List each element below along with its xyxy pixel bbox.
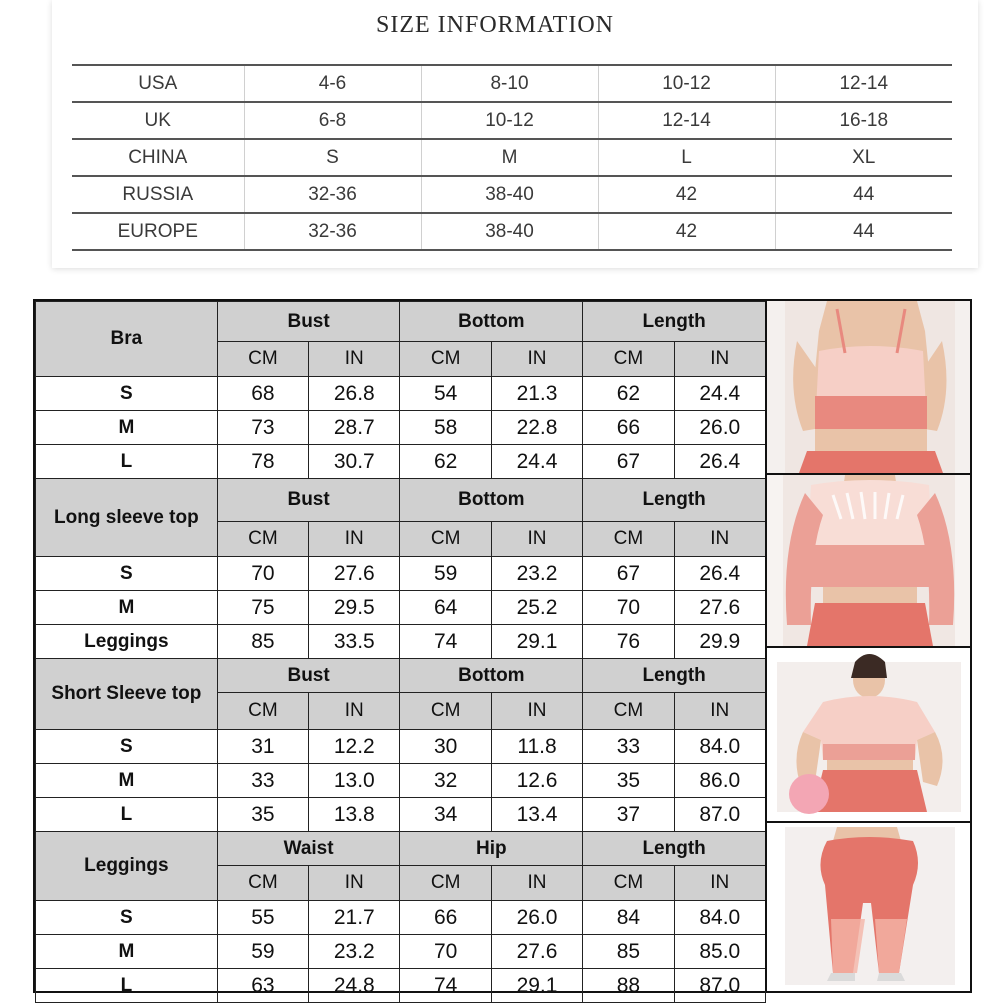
measurement-value: 86.0 [674,764,765,798]
unit-label: CM [583,522,674,557]
size-label: M [36,411,218,445]
measure-header: Waist [217,832,400,866]
long-sleeve-top-model-photo [765,475,970,648]
measurement-table [35,301,766,1003]
measurement-value: 85 [217,625,308,659]
measurement-value: 26.8 [309,377,400,411]
measurement-value: 21.3 [491,377,582,411]
region-label: USA [72,65,244,102]
size-cell: S [244,139,421,176]
unit-label: CM [583,866,674,901]
measure-header: Length [583,479,766,522]
page-title: SIZE INFORMATION [376,12,614,38]
measurement-value: 30 [400,730,491,764]
unit-label: IN [309,522,400,557]
measurement-value: 70 [217,557,308,591]
measurement-value: 78 [217,445,308,479]
region-label: RUSSIA [72,176,244,213]
measurement-value: 33.5 [309,625,400,659]
size-row [36,445,766,479]
measurement-value: 67 [583,557,674,591]
measurement-value: 13.0 [309,764,400,798]
size-cell: 32-36 [244,213,421,250]
measurement-value: 59 [217,935,308,969]
size-cell: 32-36 [244,176,421,213]
conversion-row [72,102,952,139]
measure-header: Hip [400,832,583,866]
unit-label: IN [309,693,400,730]
size-label: M [36,764,218,798]
measurement-value: 13.4 [491,798,582,832]
measurement-value: 37 [583,798,674,832]
size-row [36,764,766,798]
leggings-model-photo [765,823,970,991]
measurement-value: 32 [400,764,491,798]
measurement-value: 28.7 [309,411,400,445]
size-cell: 12-14 [598,102,775,139]
unit-label: IN [309,866,400,901]
unit-label: IN [491,342,582,377]
measurement-value: 35 [217,798,308,832]
measurement-value: 27.6 [674,591,765,625]
measurement-value: 21.7 [309,901,400,935]
measurement-value: 12.6 [491,764,582,798]
measurement-value: 30.7 [309,445,400,479]
measurement-value: 68 [217,377,308,411]
unit-label: CM [400,866,491,901]
size-cell: L [598,139,775,176]
size-row [36,411,766,445]
measurement-value: 85 [583,935,674,969]
size-row [36,377,766,411]
measure-header: Bust [217,659,400,693]
measurement-value: 23.2 [309,935,400,969]
size-label: S [36,730,218,764]
measurement-value: 73 [217,411,308,445]
measurement-value: 87.0 [674,798,765,832]
unit-label: CM [400,342,491,377]
size-row [36,557,766,591]
measurement-value: 23.2 [491,557,582,591]
measure-header: Bottom [400,479,583,522]
measurement-value: 31 [217,730,308,764]
unit-label: IN [491,693,582,730]
measurement-value: 35 [583,764,674,798]
measurement-value: 85.0 [674,935,765,969]
measurement-value: 62 [400,445,491,479]
size-cell: 16-18 [775,102,952,139]
unit-label: CM [217,866,308,901]
bra-model-photo [765,301,970,475]
section-name: Long sleeve top [36,479,218,557]
section-header-row [36,659,766,693]
size-cell: 44 [775,213,952,250]
measure-header: Length [583,659,766,693]
unit-label: CM [400,522,491,557]
size-label: L [36,969,218,1003]
size-row [36,901,766,935]
measurement-value: 26.4 [674,445,765,479]
measurement-value: 64 [400,591,491,625]
measurement-value: 22.8 [491,411,582,445]
measurement-value: 88 [583,969,674,1003]
measurement-value: 13.8 [309,798,400,832]
measurement-value: 26.4 [674,557,765,591]
measurement-value: 58 [400,411,491,445]
size-row [36,935,766,969]
size-row [36,591,766,625]
measurement-value: 54 [400,377,491,411]
measurement-value: 87.0 [674,969,765,1003]
unit-label: CM [217,693,308,730]
measurement-value: 66 [400,901,491,935]
measure-header: Bottom [400,302,583,342]
measurement-value: 62 [583,377,674,411]
measurement-value: 84 [583,901,674,935]
measurement-value: 24.4 [674,377,765,411]
size-cell: 44 [775,176,952,213]
measurement-value: 12.2 [309,730,400,764]
size-label: S [36,557,218,591]
size-cell: 42 [598,176,775,213]
measure-header: Length [583,302,766,342]
conversion-row [72,65,952,102]
size-label: S [36,377,218,411]
unit-label: CM [217,342,308,377]
size-cell: 42 [598,213,775,250]
measurement-value: 25.2 [491,591,582,625]
measurement-value: 29.1 [491,969,582,1003]
size-row [36,625,766,659]
unit-label: CM [583,342,674,377]
measurement-value: 34 [400,798,491,832]
measurement-value: 75 [217,591,308,625]
conversion-row [72,213,952,250]
measurement-value: 27.6 [309,557,400,591]
section-name: Short Sleeve top [36,659,218,730]
size-label: L [36,798,218,832]
region-label: UK [72,102,244,139]
size-cell: XL [775,139,952,176]
measurement-value: 84.0 [674,730,765,764]
size-label: Leggings [36,625,218,659]
unit-label: IN [491,866,582,901]
measure-header: Bottom [400,659,583,693]
section-name: Bra [36,302,218,377]
unit-label: IN [674,866,765,901]
size-cell: 8-10 [421,65,598,102]
short-sleeve-top-model-photo [765,648,970,823]
size-label: L [36,445,218,479]
size-cell: 38-40 [421,176,598,213]
measurement-value: 63 [217,969,308,1003]
measurement-value: 70 [400,935,491,969]
unit-label: IN [674,522,765,557]
size-row [36,730,766,764]
region-label: CHINA [72,139,244,176]
size-cell: M [421,139,598,176]
measurement-value: 70 [583,591,674,625]
measurement-value: 76 [583,625,674,659]
unit-label: IN [491,522,582,557]
measure-header: Length [583,832,766,866]
measure-header: Bust [217,302,400,342]
size-label: S [36,901,218,935]
conversion-row [72,176,952,213]
size-cell: 12-14 [775,65,952,102]
size-label: M [36,591,218,625]
section-header-row [36,832,766,866]
measurement-value: 26.0 [674,411,765,445]
unit-label: CM [217,522,308,557]
measurement-value: 84.0 [674,901,765,935]
section-header-row [36,479,766,522]
measurement-value: 26.0 [491,901,582,935]
measurement-value: 11.8 [491,730,582,764]
measurement-value: 66 [583,411,674,445]
unit-label: IN [309,342,400,377]
measurement-value: 59 [400,557,491,591]
unit-label: CM [583,693,674,730]
measurement-value: 29.9 [674,625,765,659]
unit-label: CM [400,693,491,730]
size-row [36,969,766,1003]
measurement-value: 29.1 [491,625,582,659]
size-label: M [36,935,218,969]
measurement-value: 67 [583,445,674,479]
size-cell: 6-8 [244,102,421,139]
conversion-row [72,139,952,176]
measurement-value: 55 [217,901,308,935]
size-cell: 38-40 [421,213,598,250]
measurement-value: 29.5 [309,591,400,625]
size-conversion-table [72,64,952,251]
measure-header: Bust [217,479,400,522]
size-cell: 10-12 [421,102,598,139]
unit-label: IN [674,342,765,377]
measurement-value: 74 [400,625,491,659]
measurement-value: 27.6 [491,935,582,969]
section-header-row [36,302,766,342]
measurement-value: 33 [583,730,674,764]
measurement-value: 24.8 [309,969,400,1003]
size-cell: 10-12 [598,65,775,102]
measurement-value: 24.4 [491,445,582,479]
measurement-value: 74 [400,969,491,1003]
unit-label: IN [674,693,765,730]
region-label: EUROPE [72,213,244,250]
size-cell: 4-6 [244,65,421,102]
size-row [36,798,766,832]
section-name: Leggings [36,832,218,901]
measurement-value: 33 [217,764,308,798]
